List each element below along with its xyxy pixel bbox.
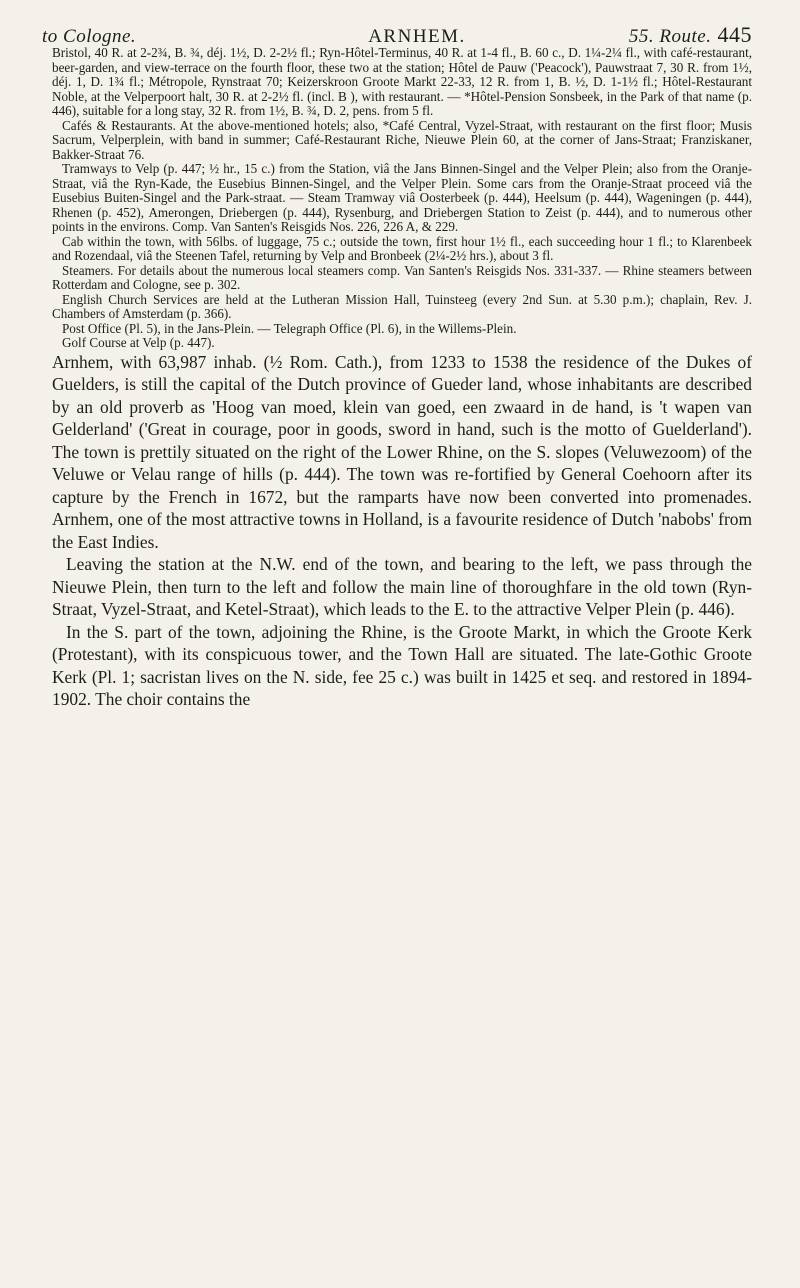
tramways-paragraph: Tramways to Velp (p. 447; ½ hr., 15 c.) from the Station, viâ the Jans Binnen-Singel and the Velper Plein; also from the Oranje-Straat, viâ the Ryn-Kade, the Eusebius Binnen-Singel, and the Velper Plein. Some cars from the Oranje-Straat proceed viâ the Eusebius Buiten-Singel and the Park-straat. — Steam Tramway viâ Oosterbeek (p. 444), Heelsum (p. 444), Wageningen (p. 444), Rhenen (p. 452), Amerongen, Driebergen (p. 444), Rysenburg, and Driebergen Station to Zeist (p. 444), and to numerous other points in the environs. Comp. Van Santen's Reisgids Nos. 226, 226 A, & 229.: [52, 161, 752, 234]
golf-paragraph: Golf Course at Velp (p. 447).: [62, 335, 215, 350]
cab-paragraph: Cab within the town, with 56lbs. of luggage, 75 c.; outside the town, first hour 1½ fl., each succeeding hour 1 fl.; to Klarenbeek and Rozendaal, viâ the Steenen Tafel, returning by Velp and Bronbeek (2¼-2½ hrs.), about 3 fl.: [52, 233, 752, 263]
running-head-left: to Cologne.: [42, 26, 137, 47]
main-text: [42, 351, 752, 711]
page-number: 445: [717, 22, 752, 47]
route-label: 55. Route.: [628, 26, 712, 47]
steamers-paragraph: Steamers. For details about the numerous local steamers comp. Van Santen's Reisgids Nos. 331-337. — Rhine steamers between Rotterdam and Cologne, see p. 302.: [52, 262, 752, 292]
practical-information: [42, 46, 752, 351]
running-head: [42, 0, 752, 46]
cafes-paragraph: Cafés & Restaurants. At the above-mentioned hotels; also, *Café Central, Vyzel-Straat, with restaurant on the first floor; Musis Sacrum, Velperplein, with band in summer; Café-Restaurant Riche, Nieuwe Plein 60, at the corner of Jans-Straat; Franziskaner, Bakker-Straat 76.: [52, 117, 752, 162]
arnhem-intro-paragraph: Arnhem, with 63,987 inhab. (½ Rom. Cath.), from 1233 to 1538 the residence of the Dukes of Guelders, is still the capital of the Dutch province of Gueder land, whose inhabitants are described by an old proverb as 'Hoog van moed, klein van goed, een zwaard in de hand, is 't wapen van Gelderland' ('Great in courage, poor in goods, sword in hand, such is the motto of Guelderland'). The town is prettily situated on the right of the Lower Rhine, on the S. slopes (Veluwezoom) of the Veluwe or Velau range of hills (p. 444). The town was re-fortified by General Coehoorn after its capture by the French in 1672, but the ramparts have now been converted into promenades. Arnhem, one of the most attractive towns in Holland, is a favourite residence of Dutch 'nabobs' from the East Indies.: [52, 351, 752, 552]
post-office-paragraph: Post Office (Pl. 5), in the Jans-Plein. — Telegraph Office (Pl. 6), in the Willems-Plein.: [62, 320, 517, 336]
route-paragraph: Leaving the station at the N.W. end of the town, and bearing to the left, we pass through the Nieuwe Plein, then turn to the left and follow the main line of thoroughfare in the old town (Ryn-Straat, Vyzel-Straat, and Ketel-Straat), which leads to the E. to the attractive Velper Plein (p. 446).: [52, 554, 752, 619]
running-head-center: ARNHEM.: [368, 26, 466, 47]
church-paragraph: English Church Services are held at the Lutheran Mission Hall, Tuinsteeg (every 2nd Sun. at 5.30 p.m.); chaplain, Rev. J. Chambers of Amsterdam (p. 366).: [52, 291, 752, 321]
groote-markt-paragraph: In the S. part of the town, adjoining the Rhine, is the Groote Markt, in which the Groote Kerk (Protestant), with its conspicuous tower, and the Town Hall are situated. The late-Gothic Groote Kerk (Pl. 1; sacristan lives on the N. side, fee 25 c.) was built in 1425 et seq. and restored in 1894-1902. The choir contains the: [52, 621, 752, 709]
hotels-paragraph: Bristol, 40 R. at 2-2¾, B. ¾, déj. 1½, D. 2-2½ fl.; Ryn-Hôtel-Terminus, 40 R. at 1-4 fl., B. 60 c., D. 1¼-2¼ fl., with café-restaurant, beer-garden, and view-terrace on the fourth floor, these two at the station; Hôtel de Pauw ('Peacock'), Pauwstraat 7, 30 R. from 1½, déj. 1, D. 1¾ fl.; Métropole, Rynstraat 70; Keizerskroon Groote Markt 22-33, 12 R. from 1, B. ½, D. 1-1½ fl.; Hôtel-Restaurant Noble, at the Velperpoort halt, 30 R. at 2-2½ fl. (incl. B ), with restaurant. — *Hôtel-Pension Sonsbeek, in the Park of that name (p. 446), suitable for a long stay, 32 R. from 1½, B. ¾, D. 2, pens. from 5 fl.: [52, 45, 752, 118]
